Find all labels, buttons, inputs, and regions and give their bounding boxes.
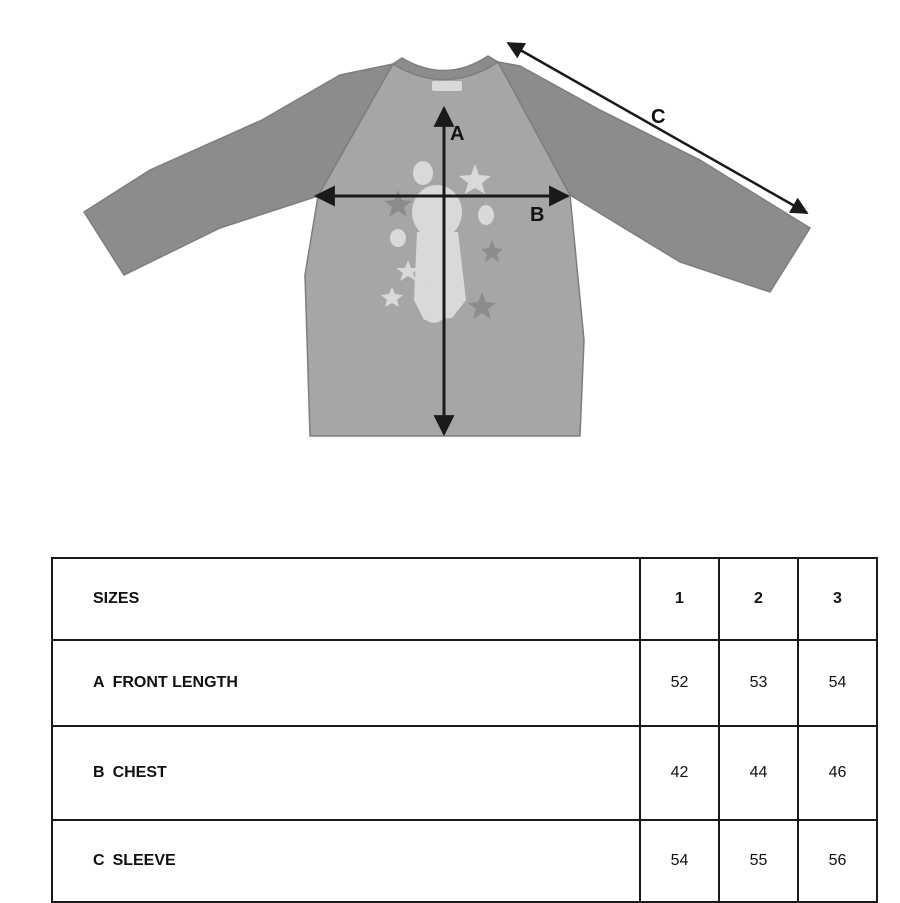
chest-row-label [52,726,640,820]
table-header-row [52,558,877,640]
bunny-icon [478,205,494,225]
chest-label: B [530,204,545,226]
row-letter: A [93,674,105,691]
neck-label [432,81,462,91]
table-cell: 54 [640,820,719,902]
size-chart-table [51,557,878,903]
sizes-header: SIZES [52,558,640,640]
table-cell: 52 [640,640,719,726]
size-2-header: 2 [719,558,798,640]
bunny-icon [390,229,406,247]
girl-character-icon [412,185,462,239]
table-row [52,820,877,902]
table-row [52,640,877,726]
row-name: SLEEVE [112,852,176,869]
row-name: FRONT LENGTH [112,674,238,691]
size-3-header: 3 [798,558,877,640]
table-cell: 53 [719,640,798,726]
front-length-label: A [450,123,465,145]
table-cell: 44 [719,726,798,820]
table-cell: 42 [640,726,719,820]
size-1-header: 1 [640,558,719,640]
bunny-icon [413,161,433,185]
table-cell: 54 [798,640,877,726]
sleeve-label: C [651,106,666,128]
row-letter: C [93,852,105,869]
front-length-row-label [52,640,640,726]
table-cell: 55 [719,820,798,902]
table-cell: 56 [798,820,877,902]
row-letter: B [93,764,105,781]
table-row [52,726,877,820]
table-cell: 46 [798,726,877,820]
row-name: CHEST [112,764,167,781]
sleeve-row-label [52,820,640,902]
